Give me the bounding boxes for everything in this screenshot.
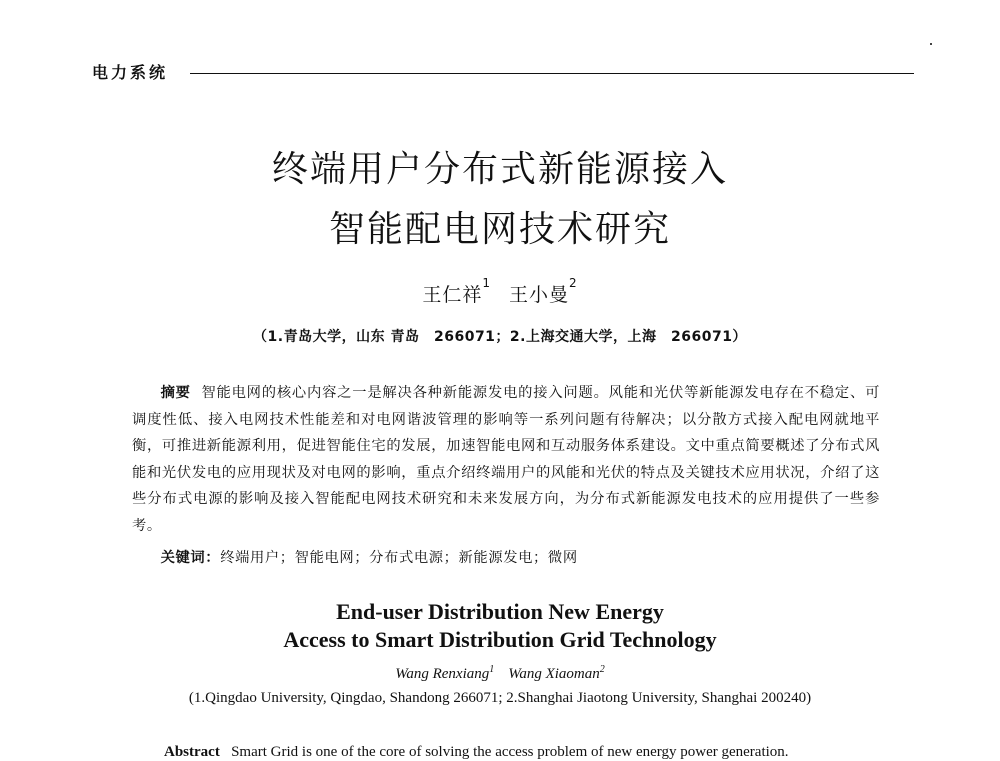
authors-cn: [0, 276, 1000, 307]
affiliation-cn: （1.青岛大学，山东 青岛 266071；2.上海交通大学，上海 266071）: [253, 329, 747, 345]
title-cn-line1: 终端用户分布式新能源接入: [271, 149, 728, 190]
keywords-cn: [132, 547, 880, 567]
title-en-line2: Access to Smart Distribution Grid Technology: [283, 627, 717, 652]
affiliation-en: (1.Qingdao University, Qingdao, Shandong 266071; 2.Shanghai Jiaotong University, Shanghai 200240): [188, 690, 812, 706]
author-en-mark: 2: [599, 664, 605, 675]
abstract-en: [164, 744, 894, 761]
title-en-line1: End-user Distribution New Energy: [336, 599, 664, 624]
author-cn-mark: 2: [569, 276, 578, 290]
title-cn-line2: 智能配电网技术研究: [328, 209, 671, 250]
section-label: 电力系统: [92, 63, 169, 82]
header-rule: [190, 73, 914, 74]
abstract-en-label: Abstract: [164, 744, 220, 760]
authors-en: [0, 664, 1000, 683]
author-cn-name: 王小曼: [509, 284, 570, 306]
running-header: [92, 62, 914, 86]
author-en-name: Wang Renxiang: [395, 666, 490, 682]
keywords-cn-text: 终端用户；智能电网；分布式电源；新能源发电；微网: [220, 550, 578, 566]
author-en-mark: 1: [489, 664, 495, 675]
scan-speck: [930, 43, 932, 45]
keywords-cn-label: 关键词：: [160, 550, 221, 566]
abstract-cn-text: 智能电网的核心内容之一是解决各种新能源发电的接入问题。风能和光伏等新能源发电存在不稳定、可调度性低、接入电网技术性能差和对电网谐波管理的影响等一系列问题有待解决；以分散方式接入配电网就地平衡，可推进新能源利用，促进智能住宅的发展，加速智能电网和互动服务体系建设。文中重点简要概述了分布式风能和光伏发电的应用现状及对电网的影响，重点介绍终端用户的风能和光伏的特点及关键技术应用状况，介绍了这些分布式电源的影响及接入智能配电网技术研究和未来发展方向，为分布式新能源发电技术的应用提供了一些参考。: [132, 385, 880, 534]
abstract-cn-label: 摘要: [160, 385, 191, 401]
abstract-cn: [132, 380, 880, 540]
author-cn-name: 王仁祥: [422, 284, 483, 306]
author-cn-mark: 1: [482, 276, 491, 290]
abstract-en-text: Smart Grid is one of the core of solving the access problem of new energy power generation.: [231, 744, 789, 760]
author-en-name: Wang Xiaoman: [508, 666, 600, 682]
